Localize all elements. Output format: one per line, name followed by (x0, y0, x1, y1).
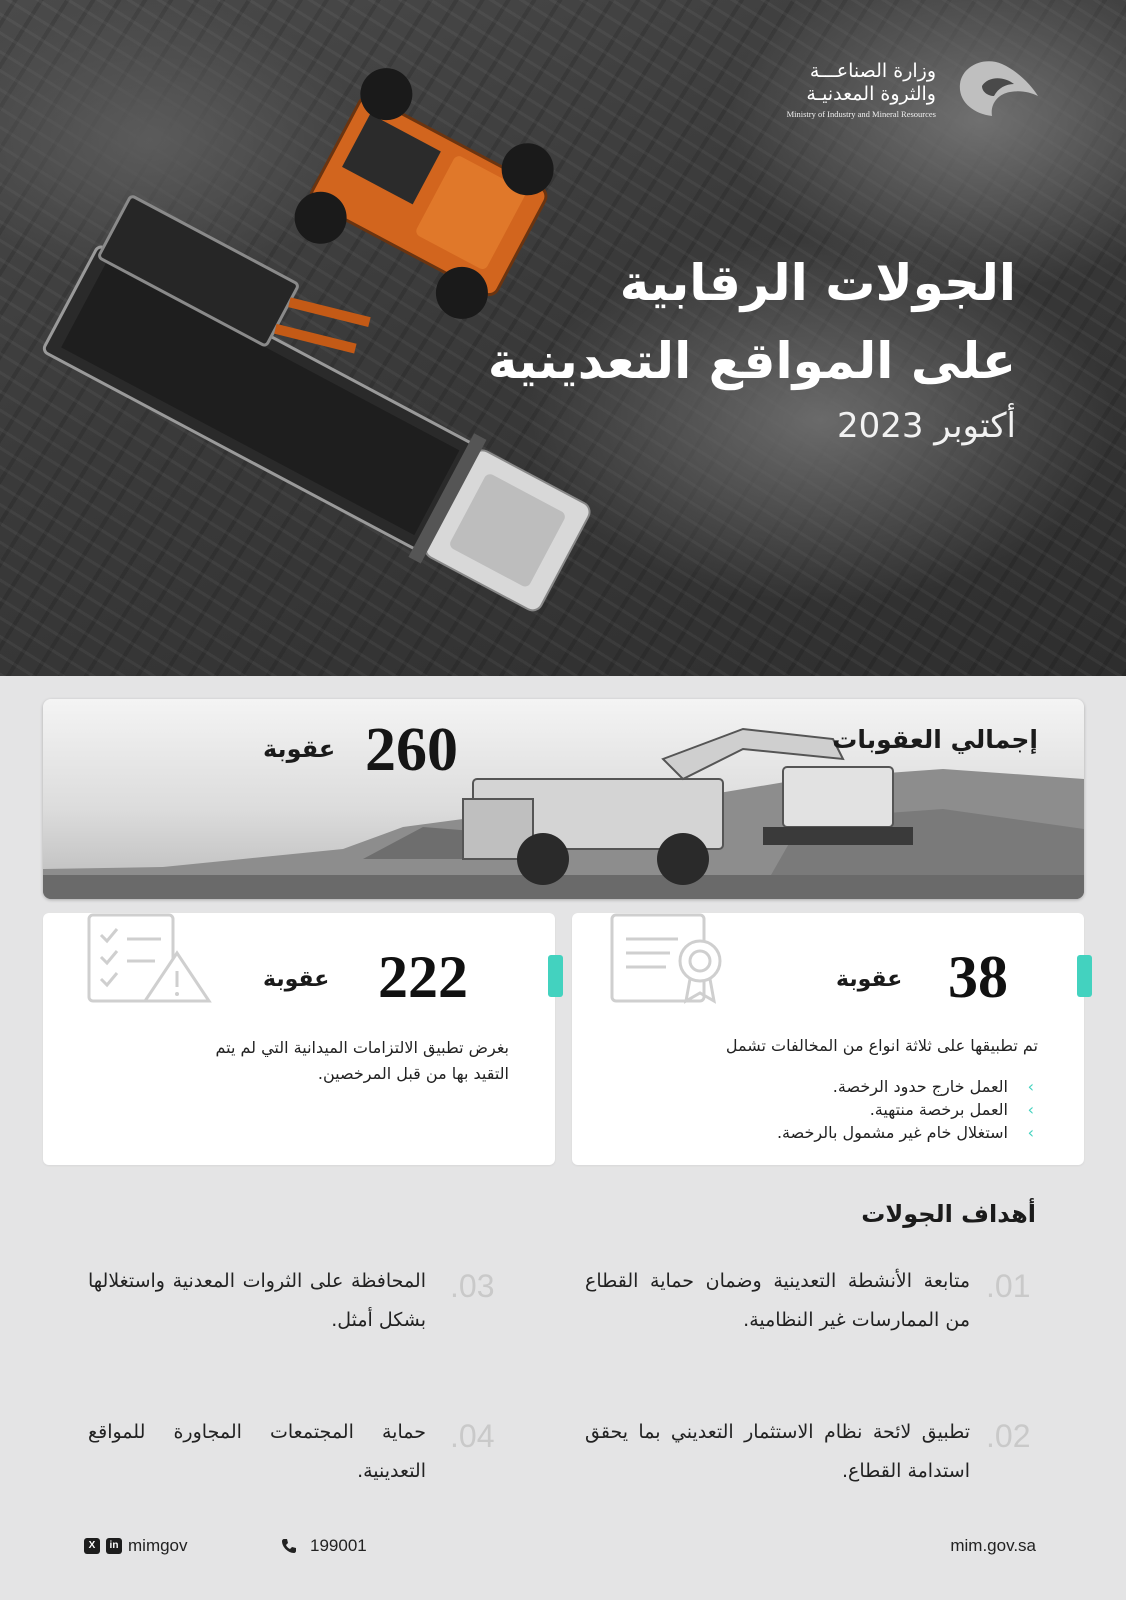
certificate-icon (608, 913, 732, 1005)
ministry-logo (787, 56, 1042, 122)
goal-text: المحافظة على الثروات المعدنية واستغلالها بشكل أمثل. (88, 1270, 426, 1331)
total-penalties-banner (43, 699, 1084, 899)
goal-number: .02 (986, 1418, 1031, 1454)
total-penalties-label: إجمالي العقوبات (832, 725, 1038, 754)
field-obligations-description: بغرض تطبيق الالتزامات الميدانية التي لم يتم التقيد بها من قبل المرخصين. (215, 1038, 509, 1083)
list-item: › استغلال خام غير مشمول بالرخصة. (777, 1121, 1008, 1144)
hero-title-line2: على المواقع التعدينية (487, 332, 1016, 390)
ministry-name-en: Ministry of Industry and Mineral Resources (786, 108, 936, 119)
license-violations-unit: عقوبة (836, 967, 903, 992)
phone-number[interactable]: 199001 (310, 1536, 367, 1555)
field-obligations-card (43, 913, 555, 1165)
goal-number: .03 (450, 1268, 495, 1304)
x-icon[interactable]: X (84, 1538, 100, 1554)
total-penalties-unit: عقوبة (263, 735, 336, 763)
linkedin-icon[interactable]: in (106, 1538, 122, 1554)
card-accent-bar (548, 955, 563, 997)
footer-website (950, 1536, 1036, 1556)
footer-phone (280, 1536, 367, 1556)
goal-text: تطبيق لائحة نظام الاستثمار التعديني بما يحقق استدامة القطاع. (585, 1421, 970, 1482)
goal-number: .04 (450, 1418, 495, 1454)
field-obligations-number: 222 (378, 944, 468, 1010)
phone-icon (280, 1537, 298, 1555)
violations-list (777, 1075, 1008, 1144)
goal-text: حماية المجتمعات المجاورة للمواقع التعدينية. (88, 1421, 426, 1482)
website-link[interactable]: mim.gov.sa (950, 1536, 1036, 1555)
license-violations-description: تم تطبيقها على ثلاثة انواع من المخالفات تشمل (725, 1036, 1038, 1055)
license-violations-number: 38 (948, 944, 1008, 1010)
goal-text: متابعة الأنشطة التعدينية وضمان حماية القطاع من الممارسات غير النظامية. (585, 1270, 970, 1331)
footer-social (84, 1536, 188, 1556)
goal-number: .01 (986, 1268, 1031, 1304)
field-obligations-unit: عقوبة (263, 967, 330, 992)
license-violations-card (572, 913, 1084, 1165)
ministry-name-ar-line2: والثروة المعدنيـة (806, 82, 936, 105)
hero-title (488, 244, 1016, 446)
ministry-logo-icon (954, 56, 1042, 122)
total-penalties-number: 260 (365, 716, 458, 784)
card-accent-bar (1077, 955, 1092, 997)
hero-section (0, 0, 1126, 676)
social-handle[interactable]: mimgov (128, 1536, 188, 1555)
goals-title: أهداف الجولات (861, 1200, 1036, 1228)
hero-date: أكتوبر 2023 (836, 406, 1016, 446)
list-item: › العمل خارج حدود الرخصة. (777, 1075, 1008, 1098)
ministry-name-ar-line1: وزارة الصناعـــة (809, 59, 936, 82)
hero-title-line1: الجولات الرقابية (619, 254, 1016, 312)
checklist-warning-icon (85, 913, 213, 1005)
list-item: › العمل برخصة منتهية. (777, 1098, 1008, 1121)
